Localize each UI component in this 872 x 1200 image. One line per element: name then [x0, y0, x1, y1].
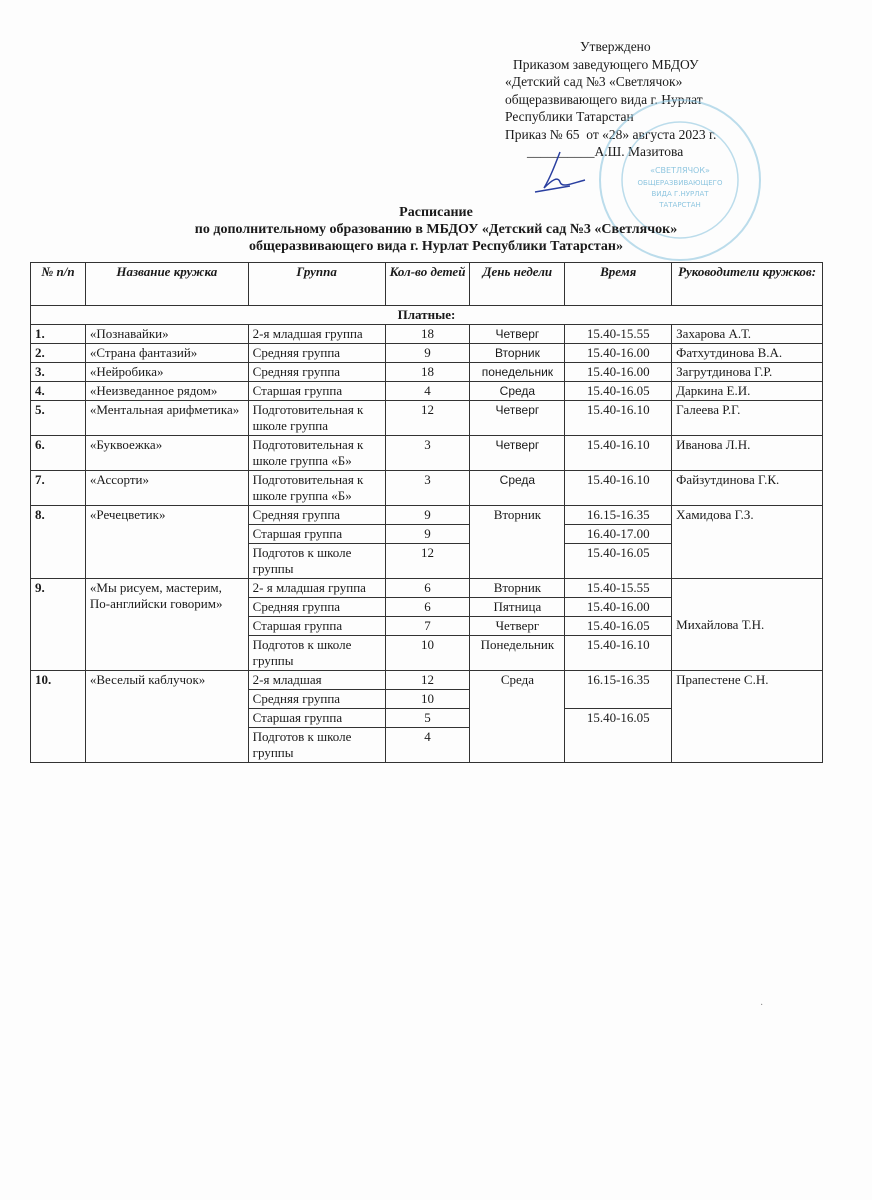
title-line: Расписание	[399, 205, 473, 220]
group-cell: Старшая группа	[248, 382, 385, 401]
club-leader: Загрутдинова Г.Р.	[672, 363, 823, 382]
children-count: 5	[385, 709, 470, 728]
column-header: Руководители кружков:	[672, 263, 823, 306]
time-cell: 15.40-16.10	[565, 471, 672, 506]
children-count: 12	[385, 401, 470, 436]
children-count: 6	[385, 579, 470, 598]
approval-line: Приказ № 65 от «28» августа 2023 г.	[505, 126, 717, 142]
column-header: Время	[565, 263, 672, 306]
row-number: 8.	[31, 506, 86, 579]
table-row	[31, 436, 823, 471]
section-row	[31, 306, 823, 325]
group-cell: Средняя группа	[248, 363, 385, 382]
group-cell: 2- я младшая группа	[248, 579, 385, 598]
column-header: Группа	[248, 263, 385, 306]
scan-mark: ·	[760, 1000, 764, 1011]
children-count: 12	[385, 671, 470, 690]
time-cell: 15.40-16.05	[565, 544, 672, 579]
club-leader: Файзутдинова Г.К.	[672, 471, 823, 506]
club-leader: Галеева Р.Г.	[672, 401, 823, 436]
weekday: Четверг	[470, 325, 565, 344]
row-number: 4.	[31, 382, 86, 401]
club-leader: Фатхутдинова В.А.	[672, 344, 823, 363]
table-row	[31, 344, 823, 363]
children-count: 9	[385, 344, 470, 363]
column-header: Кол-во детей	[385, 263, 470, 306]
club-name: «Познавайки»	[85, 325, 248, 344]
document-title	[0, 204, 872, 255]
club-leader: Захарова А.Т.	[672, 325, 823, 344]
club-name: «Веселый каблучок»	[85, 671, 248, 763]
table-row	[31, 325, 823, 344]
group-cell: 2-я младшая	[248, 671, 385, 690]
time-cell: 15.40-16.10	[565, 636, 672, 671]
club-name: «Мы рисуем, мастерим, По-английски говорим»	[85, 579, 248, 671]
time-cell: 15.40-16.05	[565, 709, 672, 763]
children-count: 3	[385, 436, 470, 471]
weekday: Вторник	[470, 579, 565, 598]
children-count: 18	[385, 363, 470, 382]
time-cell: 15.40-16.00	[565, 344, 672, 363]
children-count: 3	[385, 471, 470, 506]
approval-line: Республики Татарстан	[505, 109, 634, 124]
time-cell: 15.40-16.10	[565, 401, 672, 436]
title-line: по дополнительному образованию в МБДОУ «Детский сад №3 «Светлячок»	[194, 222, 678, 237]
group-cell: Старшая группа	[248, 525, 385, 544]
children-count: 10	[385, 690, 470, 709]
group-cell: Подготов к школе группы	[248, 728, 385, 763]
signature	[530, 150, 600, 195]
row-number: 3.	[31, 363, 86, 382]
approval-line: Приказом заведующего МБДОУ	[513, 56, 699, 72]
svg-text:«СВЕТЛЯЧОК»: «СВЕТЛЯЧОК»	[650, 166, 710, 175]
group-cell: Старшая группа	[248, 709, 385, 728]
approval-line: общеразвивающего вида г. Нурлат	[505, 91, 703, 107]
group-cell: Подготовительная к школе группа «Б»	[248, 436, 385, 471]
svg-text:ТАТАРСТАН: ТАТАРСТАН	[659, 201, 701, 209]
table-row	[31, 671, 823, 690]
title-line: общеразвивающего вида г. Нурлат Республики Татарстан»	[249, 239, 623, 254]
group-cell: Средняя группа	[248, 598, 385, 617]
club-leader: Михайлова Т.Н.	[672, 579, 823, 671]
row-number: 6.	[31, 436, 86, 471]
column-header: № п/п	[31, 263, 86, 306]
row-number: 5.	[31, 401, 86, 436]
svg-text:ОБЩЕРАЗВИВАЮЩЕГО: ОБЩЕРАЗВИВАЮЩЕГО	[637, 179, 723, 187]
column-header: День недели	[470, 263, 565, 306]
weekday: Четверг	[470, 617, 565, 636]
group-cell: Подготовительная к школе группа	[248, 401, 385, 436]
children-count: 7	[385, 617, 470, 636]
children-count: 9	[385, 506, 470, 525]
weekday: понедельник	[470, 363, 565, 382]
weekday: Четверг	[470, 401, 565, 436]
group-cell: Средняя группа	[248, 344, 385, 363]
svg-text:ВИДА Г.НУРЛАТ: ВИДА Г.НУРЛАТ	[651, 190, 709, 198]
weekday: Среда	[470, 671, 565, 763]
table-row	[31, 506, 823, 525]
club-leader: Прапестене С.Н.	[672, 671, 823, 763]
group-cell: Старшая группа	[248, 617, 385, 636]
time-cell: 15.40-16.00	[565, 363, 672, 382]
time-cell: 16.15-16.35	[565, 671, 672, 709]
row-number: 2.	[31, 344, 86, 363]
club-leader: Хамидова Г.З.	[672, 506, 823, 579]
group-cell: Средняя группа	[248, 690, 385, 709]
row-number: 7.	[31, 471, 86, 506]
children-count: 12	[385, 544, 470, 579]
group-cell: Средняя группа	[248, 506, 385, 525]
children-count: 4	[385, 728, 470, 763]
row-number: 10.	[31, 671, 86, 763]
time-cell: 15.40-16.00	[565, 598, 672, 617]
approval-line: Утверждено	[580, 39, 651, 54]
time-cell: 15.40-16.05	[565, 382, 672, 401]
children-count: 18	[385, 325, 470, 344]
club-name: «Нейробика»	[85, 363, 248, 382]
group-cell: 2-я младшая группа	[248, 325, 385, 344]
weekday: Понедельник	[470, 636, 565, 671]
weekday: Вторник	[470, 344, 565, 363]
children-count: 9	[385, 525, 470, 544]
section-label: Платные:	[31, 306, 823, 325]
time-cell: 16.40-17.00	[565, 525, 672, 544]
table-row	[31, 382, 823, 401]
club-leader: Иванова Л.Н.	[672, 436, 823, 471]
club-name: «Буквоежка»	[85, 436, 248, 471]
group-cell: Подготовительная к школе группа «Б»	[248, 471, 385, 506]
club-name: «Ассорти»	[85, 471, 248, 506]
table-row	[31, 401, 823, 436]
club-name: «Страна фантазий»	[85, 344, 248, 363]
time-cell: 15.40-15.55	[565, 579, 672, 598]
weekday: Четверг	[470, 436, 565, 471]
weekday: Вторник	[470, 506, 565, 579]
club-name: «Неизведанное рядом»	[85, 382, 248, 401]
table-row	[31, 363, 823, 382]
club-name: «Ментальная арифметика»	[85, 401, 248, 436]
approval-line: «Детский сад №3 «Светлячок»	[505, 74, 683, 89]
children-count: 10	[385, 636, 470, 671]
children-count: 6	[385, 598, 470, 617]
time-cell: 16.15-16.35	[565, 506, 672, 525]
club-leader: Даркина Е.И.	[672, 382, 823, 401]
time-cell: 15.40-16.10	[565, 436, 672, 471]
children-count: 4	[385, 382, 470, 401]
table-header-row	[31, 263, 823, 306]
weekday: Среда	[470, 382, 565, 401]
time-cell: 15.40-16.05	[565, 617, 672, 636]
column-header: Название кружка	[85, 263, 248, 306]
row-number: 9.	[31, 579, 86, 671]
time-cell: 15.40-15.55	[565, 325, 672, 344]
group-cell: Подготов к школе группы	[248, 636, 385, 671]
weekday: Пятница	[470, 598, 565, 617]
weekday: Среда	[470, 471, 565, 506]
group-cell: Подготов к школе группы	[248, 544, 385, 579]
approval-line: __________А.Ш. Мазитова	[527, 144, 684, 159]
row-number: 1.	[31, 325, 86, 344]
club-name: «Речецветик»	[85, 506, 248, 579]
table-row	[31, 579, 823, 598]
table-row	[31, 471, 823, 506]
schedule-table	[30, 262, 823, 763]
